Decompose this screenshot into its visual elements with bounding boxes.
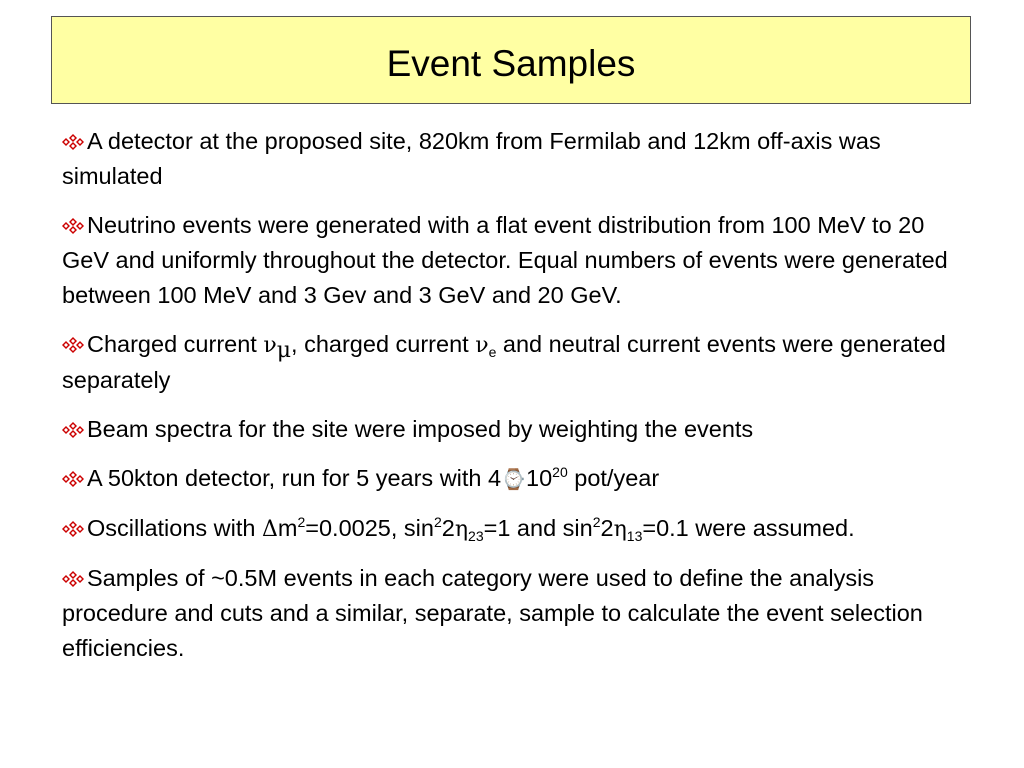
nu-symbol: ν <box>475 333 489 358</box>
bullet-text-part: Oscillations with <box>87 515 262 541</box>
bullet-text: A detector at the proposed site, 820km from Fermilab and 12km off-axis was simulated <box>62 128 881 189</box>
bullet-text-part: and neutral current events were generated separately <box>62 331 946 393</box>
bullet-text-part: 2 <box>441 515 455 541</box>
diamond-bullet-icon <box>62 337 84 353</box>
bullet-item <box>62 412 972 447</box>
delta-symbol: Δ <box>262 517 278 542</box>
diamond-bullet-icon <box>62 218 84 234</box>
subscript: 13 <box>626 528 643 544</box>
bullet-text-part: m <box>277 515 298 541</box>
diamond-bullet-icon <box>62 134 84 150</box>
diamond-bullet-icon <box>62 521 84 537</box>
bullet-text: Beam spectra for the site were imposed by weighting the events <box>87 416 754 442</box>
e-subscript: e <box>488 344 497 360</box>
bullet-text-part: pot/year <box>567 465 660 491</box>
bullet-text-part: 10 <box>526 465 553 491</box>
superscript: 2 <box>297 514 306 530</box>
bullet-text-part: 2 <box>600 515 614 541</box>
subscript: 23 <box>468 528 484 544</box>
eta-symbol: η <box>613 517 627 542</box>
bullet-item <box>62 327 972 398</box>
superscript: 2 <box>592 514 601 530</box>
diamond-bullet-icon <box>62 422 84 438</box>
bullet-text: Neutrino events were generated with a flat event distribution from 100 MeV to 20 GeV and uniformly throughout the detector. Equal numbers of events were generated between 100 MeV and 3 Gev and 3 GeV and 20 GeV. <box>62 212 948 308</box>
bullet-text-part: Charged current <box>87 331 264 357</box>
nu-symbol: ν <box>263 333 277 358</box>
diamond-bullet-icon <box>62 471 84 487</box>
bullet-item <box>62 511 972 547</box>
bullet-text-part: , charged current <box>291 331 476 357</box>
exponent: 20 <box>552 464 568 480</box>
bullet-item <box>62 124 972 194</box>
bullet-item <box>62 561 972 666</box>
bullet-text: Samples of ~0.5M events in each category were used to define the analysis procedure and cuts and a similar, separate, sample to calculate the event selection efficiencies. <box>62 565 923 661</box>
eta-symbol: η <box>454 517 469 542</box>
bullet-list <box>62 124 972 680</box>
diamond-bullet-icon <box>62 571 84 587</box>
bullet-text-part: A 50kton detector, run for 5 years with 4 <box>87 465 502 491</box>
bullet-item <box>62 208 972 313</box>
slide-title: Event Samples <box>386 42 636 84</box>
superscript: 2 <box>433 514 442 530</box>
bullet-item <box>62 461 972 497</box>
bullet-text-part: =1 and sin <box>483 515 593 541</box>
bullet-text-part: =0.0025, sin <box>305 515 434 541</box>
title-box <box>51 16 971 104</box>
times-symbol: ⌚ <box>501 467 527 491</box>
bullet-text-part: =0.1 were assumed. <box>642 515 855 541</box>
mu-subscript: μ <box>276 338 292 363</box>
